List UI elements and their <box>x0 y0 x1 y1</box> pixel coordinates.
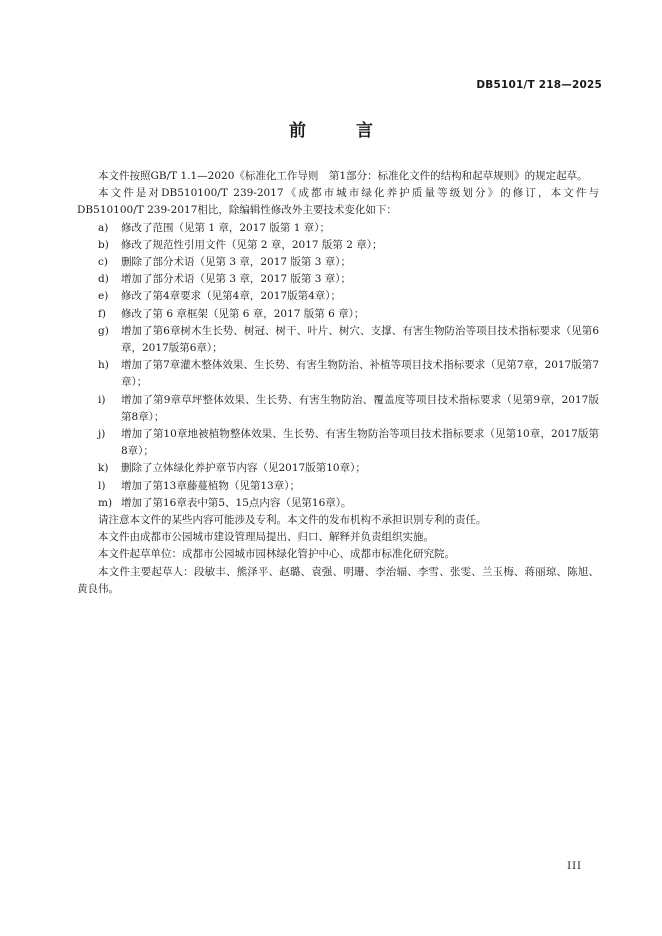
change-text: 修改了第4章要求（见第4章，2017版第4章）； <box>121 290 342 303</box>
intro-paragraph: 本文件按照GB/T 1.1—2020《标准化工作导则 第1部分：标准化文件的结构和起草规则》的规定起草。 <box>98 170 588 182</box>
drafters: 本文件主要起草人：段敏丰、熊泽平、赵璐、袁强、明珊、李治辐、李雪、张雯、兰玉梅、蒋丽琼、陈旭、黄良伟。 <box>77 565 599 595</box>
change-label: g) <box>98 324 109 337</box>
change-item <box>77 495 599 512</box>
change-label: m) <box>98 496 113 509</box>
change-label: j) <box>98 428 106 441</box>
change-text: 增加了第16章表中第5、15点内容（见第16章）。 <box>121 496 352 509</box>
change-label: i) <box>98 393 106 406</box>
change-item <box>77 392 599 426</box>
change-item <box>77 323 599 357</box>
change-item <box>77 478 599 495</box>
change-item <box>77 306 599 323</box>
change-text: 删除了部分术语（见第 3 章，2017 版第 3 章）； <box>121 256 352 269</box>
change-item <box>77 271 599 288</box>
foreword-body <box>77 168 599 598</box>
change-label: d) <box>98 273 109 286</box>
intro-paragraph: 本文件是对DB510100/T 239-2017《成都市城市绿化养护质量等级划分》的修订，本文件与DB510100/T 239-2017相比，除编辑性修改外主要技术变化如下： <box>77 187 599 217</box>
change-label: h) <box>98 359 109 372</box>
patent-notice: 请注意本文件的某些内容可能涉及专利。本文件的发布机构不承担识别专利的责任。 <box>98 514 487 527</box>
change-label: c) <box>98 256 108 269</box>
change-text: 增加了第10章地被植物整体效果、生长势、有害生物防治等项目技术指标要求（见第10章，2017版第8章）； <box>121 428 599 458</box>
change-text: 增加了第7章灌木整体效果、生长势、有害生物防治、补植等项目技术指标要求（见第7章，2017版第7章）； <box>121 359 599 389</box>
change-item <box>77 254 599 271</box>
change-text: 增加了部分术语（见第 3 章，2017 版第 3 章）； <box>121 273 352 286</box>
document-code: DB5101/T 218—2025 <box>476 79 602 91</box>
change-text: 增加了第9章草坪整体效果、生长势、有害生物防治、覆盖度等项目技术指标要求（见第9章，2017版第8章）； <box>121 393 599 423</box>
change-label: l) <box>98 479 106 492</box>
change-label: f) <box>98 307 106 320</box>
change-item <box>77 237 599 254</box>
change-item <box>77 288 599 305</box>
change-item <box>77 460 599 477</box>
change-text: 增加了第13章藤蔓植物（见第13章）； <box>121 479 300 492</box>
change-label: e) <box>98 290 109 303</box>
change-label: k) <box>98 462 109 475</box>
page-title: 前 言 <box>289 121 395 141</box>
change-label: a) <box>98 221 109 234</box>
proposer-statement: 本文件由成都市公园城市建设管理局提出、归口、解释并负责组织实施。 <box>98 531 434 544</box>
change-item <box>77 220 599 237</box>
change-item <box>77 357 599 391</box>
change-text: 删除了立体绿化养护章节内容（见2017版第10章）； <box>121 462 366 475</box>
change-label: b) <box>98 238 109 251</box>
change-text: 增加了第6章树木生长势、树冠、树干、叶片、树穴、支撑、有害生物防治等项目技术指标要求（见第6章，2017版第6章）； <box>121 324 599 355</box>
drafting-units: 本文件起草单位：成都市公园城市园林绿化管护中心、成都市标准化研究院。 <box>98 548 455 561</box>
change-text: 修改了第 6 章框架（见第 6 章，2017 版第 6 章）； <box>121 307 365 320</box>
change-item <box>77 426 599 460</box>
change-text: 修改了范围（见第 1 章，2017 版第 1 章）； <box>121 221 331 234</box>
change-text: 修改了规范性引用文件（见第 2 章，2017 版第 2 章）； <box>121 238 383 251</box>
page-number: III <box>567 861 582 872</box>
